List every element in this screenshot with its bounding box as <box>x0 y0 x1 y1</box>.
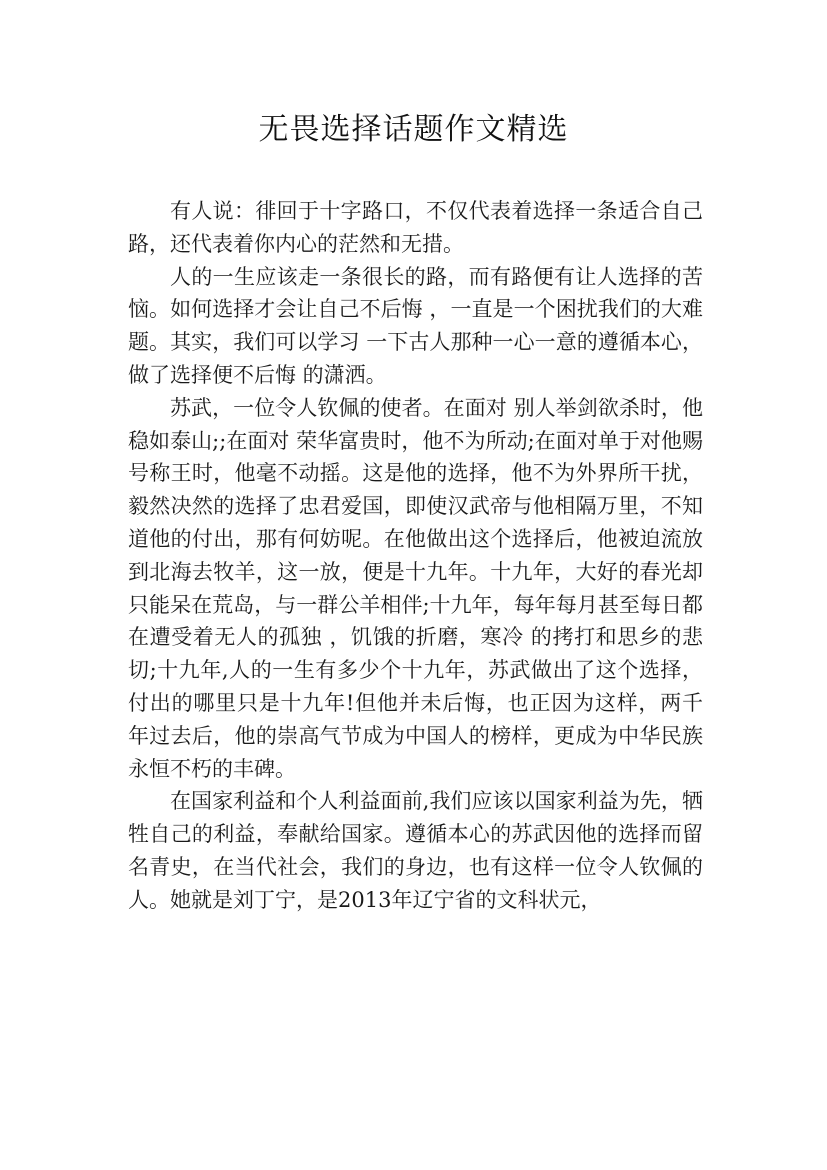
document-title: 无畏选择话题作文精选 <box>258 112 569 147</box>
paragraph: 有人说：徘回于十字路口，不仅代表着选择一条适合自己路，还代表着你内心的茫然和无措。 <box>128 199 703 256</box>
document-body <box>128 195 703 917</box>
paragraph: 苏武，一位令人钦佩的使者。在面对 别人举剑欲杀时，他稳如泰山;;在面对 荣华富贵时，他不为所动;在面对单于对他赐号称王时，他毫不动摇。这是他的选择，他不为外界所干扰，毅然决然的选择了忠君爱国，即使汉武帝与他相隔万里，不知道他的付出，那有何妨呢。在他做出这个选择后，他被迫流放到北海去牧羊，这一放，便是十九年。十九年，大好的春光却只能呆在荒岛，与一群公羊相伴;十九年，每年每月甚至每日都在遭受着无人的孤独 ，饥饿的折磨，寒冷 的拷打和思乡的悲切;十九年,人的一生有多少个十九年，苏武做出了这个选择，付出的哪里只是十九年!但他并未后悔，也正因为这样，两千年过去后，他的崇高气节成为中国人的榜样，更成为中华民族永恒不朽的丰碑。 <box>128 395 703 781</box>
paragraph: 在国家利益和个人利益面前,我们应该以国家利益为先，牺牲自己的利益，奉献给国家。遵循本心的苏武因他的选择而留名青史，在当代社会，我们的身边，也有这样一位令人钦佩的人。她就是刘丁宁，是2013年辽宁省的文科状元， <box>128 789 703 912</box>
paragraph: 人的一生应该走一条很长的路，而有路便有让人选择的苦恼。如何选择才会让自己不后悔 ，一直是一个困扰我们的大难题。其实，我们可以学习 一下古人那种一心一意的遵循本心，做了选择便不后悔 的潇洒。 <box>128 264 703 387</box>
